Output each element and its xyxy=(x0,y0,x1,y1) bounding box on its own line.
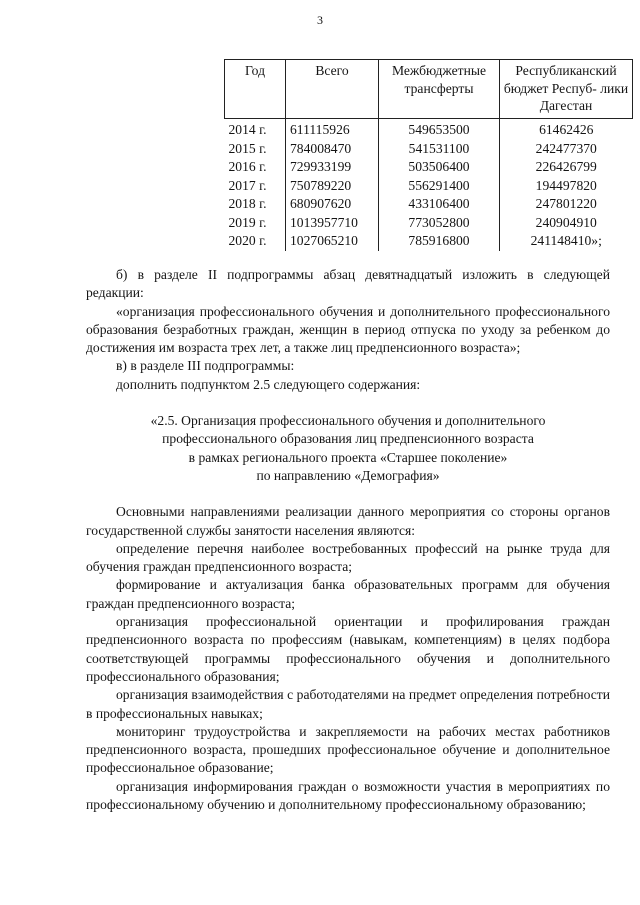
cell-republican: 241148410»; xyxy=(530,233,602,248)
cell-republican: 247801220 xyxy=(535,196,597,211)
section-heading-line: в рамках регионального проекта «Старшее поколение» xyxy=(188,449,508,465)
table-row xyxy=(225,177,633,196)
table-row xyxy=(225,140,633,159)
paragraph: организация профессиональной ориентации и профилирования граждан предпенсионного возраста по профессиям (навыкам, компетенциям) в целях подбора соответствующей программы профессионального обучения и дополнительного профессионального образования; xyxy=(86,614,610,684)
body-text-top xyxy=(86,266,610,814)
table-row xyxy=(225,195,633,214)
cell-interbudget: 541531100 xyxy=(379,140,500,159)
table-row xyxy=(225,158,633,177)
table-row xyxy=(225,119,633,140)
cell-republican: 194497820 xyxy=(535,177,597,193)
paragraph: б) в разделе II подпрограммы абзац девятнадцатый изложить в следующей редакции: xyxy=(86,267,610,301)
table-row xyxy=(225,232,633,251)
header-republican-budget: Республиканский бюджет Респуб- лики Дагестан xyxy=(500,60,633,119)
cell-republican: 61462426 xyxy=(539,122,594,137)
paragraph: в) в разделе III подпрограммы: xyxy=(116,358,295,374)
paragraph: «организация профессионального обучения и дополнительного профессионального образования безработных граждан, женщин в период отпуска по уходу за ребенком до достижения им возраста трех лет, а также лиц предпенсионного возраста»; xyxy=(86,303,610,356)
cell-republican: 226426799 xyxy=(535,159,597,174)
table-row xyxy=(225,214,633,233)
header-year: Год xyxy=(225,60,286,119)
cell-interbudget: 773052800 xyxy=(379,214,500,233)
cell-interbudget: 433106400 xyxy=(379,195,500,214)
page-number: 3 xyxy=(317,13,323,27)
header-interbudget-transfers: Межбюджетные трансферты xyxy=(379,60,500,119)
cell-total: 611115926 xyxy=(286,119,379,140)
paragraph: мониторинг трудоустройства и закрепляемости на рабочих местах работников предпенсионного возраста, прошедших профессиональное обучение и дополнительное профессиональное образование; xyxy=(86,723,610,776)
cell-total: 784008470 xyxy=(286,140,379,159)
table-header-row xyxy=(225,60,633,119)
cell-interbudget: 549653500 xyxy=(379,119,500,140)
cell-interbudget: 503506400 xyxy=(379,158,500,177)
budget-table xyxy=(224,59,633,251)
cell-year: 2014 г. xyxy=(225,119,286,140)
cell-total: 1013957710 xyxy=(286,214,379,233)
section-heading-line: «2.5. Организация профессионального обучения и дополнительного xyxy=(150,413,546,429)
cell-republican: 242477370 xyxy=(535,140,597,156)
paragraph: Основными направлениями реализации данного мероприятия со стороны органов государственной службы занятости населения являются: xyxy=(86,504,610,538)
cell-republican: 240904910 xyxy=(535,214,597,230)
cell-year: 2015 г. xyxy=(225,140,286,159)
table-body xyxy=(225,119,633,251)
cell-total: 680907620 xyxy=(286,195,379,214)
cell-year: 2016 г. xyxy=(225,158,286,177)
header-total: Всего xyxy=(286,60,379,119)
cell-year: 2020 г. xyxy=(225,232,286,251)
section-heading-line: профессионального образования лиц предпенсионного возраста xyxy=(162,431,534,447)
cell-total: 729933199 xyxy=(286,158,379,177)
paragraph: дополнить подпунктом 2.5 следующего содержания: xyxy=(116,376,421,392)
paragraph: определение перечня наиболее востребованных профессий на рынке труда для обучения граждан предпенсионного возраста; xyxy=(86,540,610,575)
paragraph: организация взаимодействия с работодателями на предмет определения потребности в профессиональных навыках; xyxy=(86,687,610,721)
cell-total: 1027065210 xyxy=(286,232,379,251)
paragraph: организация информирования граждан о возможности участия в мероприятиях по профессиональному обучению и дополнительному профессиональному образованию; xyxy=(86,778,610,813)
cell-interbudget: 785916800 xyxy=(379,232,500,251)
cell-year: 2019 г. xyxy=(225,214,286,233)
cell-year: 2017 г. xyxy=(225,177,286,196)
paragraph: формирование и актуализация банка образовательных программ для обучения граждан предпенсионного возраста; xyxy=(86,577,610,611)
cell-interbudget: 556291400 xyxy=(379,177,500,196)
cell-total: 750789220 xyxy=(286,177,379,196)
section-heading-line: по направлению «Демография» xyxy=(256,467,440,483)
cell-year: 2018 г. xyxy=(225,195,286,214)
